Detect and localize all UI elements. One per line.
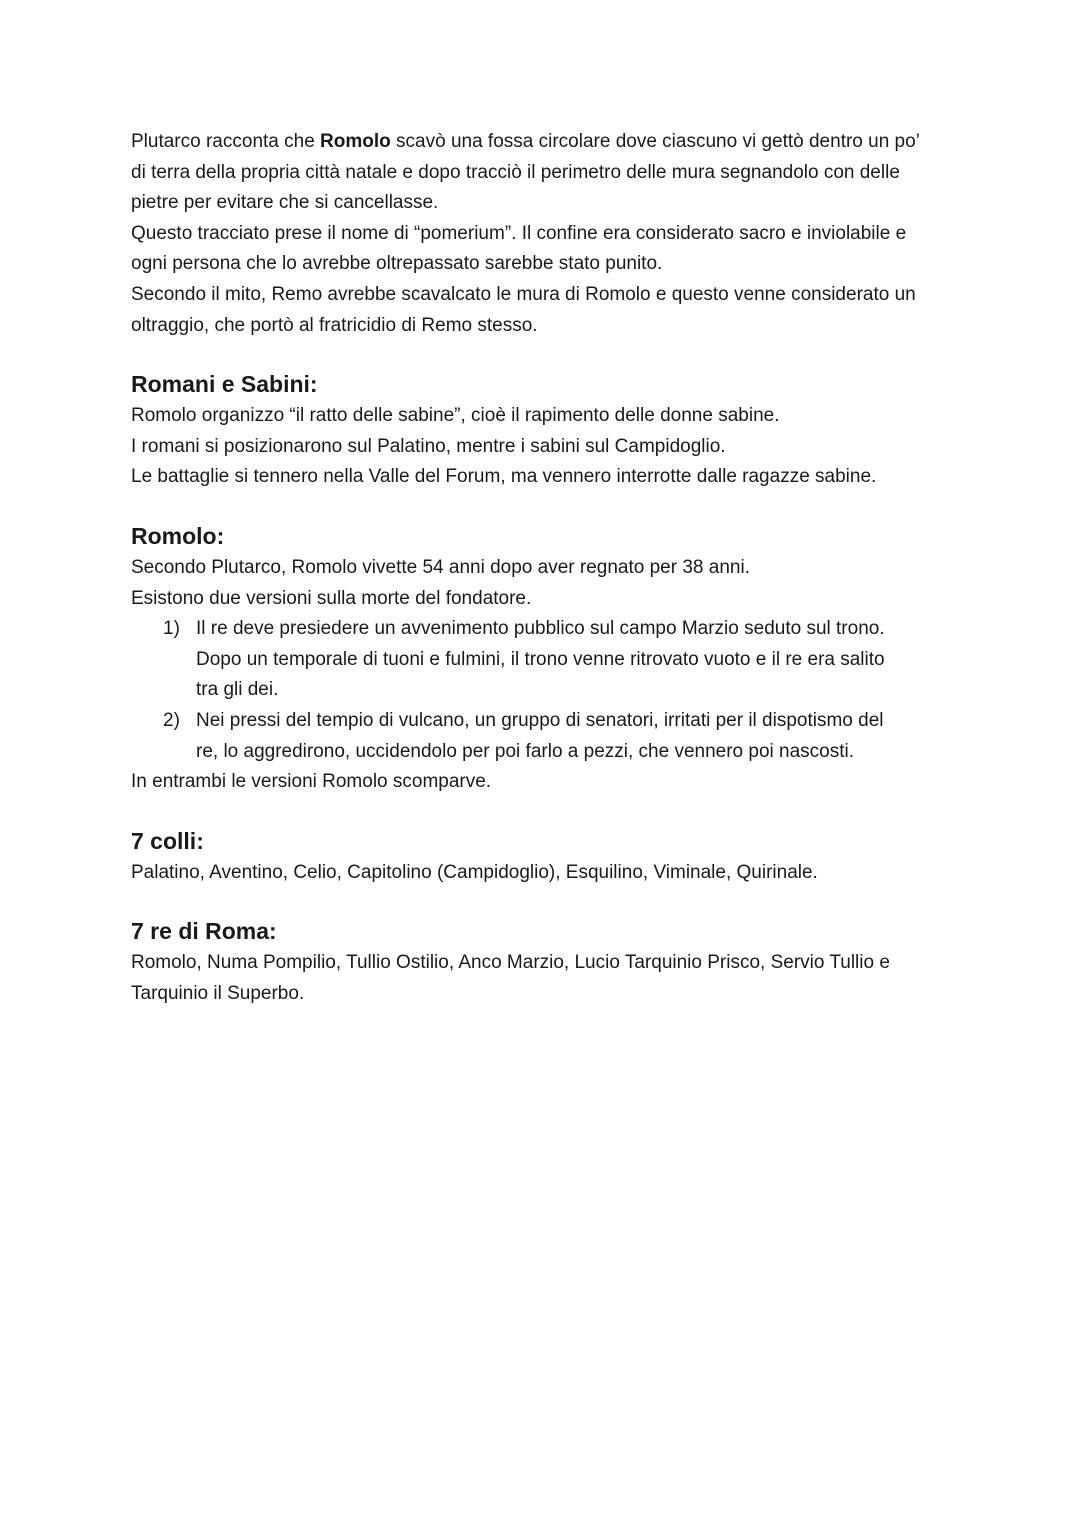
list-item-line: tra gli dei. <box>196 679 279 701</box>
paragraph-line: Esistono due versioni sulla morte del fondatore. <box>131 587 532 609</box>
document-page <box>131 127 961 1009</box>
text-run: Plutarco racconta che <box>131 131 321 152</box>
numbered-list <box>131 614 961 767</box>
section-heading: 7 colli: <box>131 827 204 854</box>
section-heading: 7 re di Roma: <box>131 918 277 945</box>
list-number: 2) <box>163 709 180 731</box>
list-item-line: re, lo aggredirono, uccidendolo per poi farlo a pezzi, che vennero poi nascosti. <box>196 740 855 762</box>
list-item-line: Dopo un temporale di tuoni e fulmini, il trono venne ritrovato vuoto e il re era salito <box>196 648 885 670</box>
paragraph-line: Tarquinio il Superbo. <box>131 982 305 1004</box>
paragraph-line: In entrambi le versioni Romolo scomparve. <box>131 771 492 793</box>
paragraph-line: Romolo, Numa Pompilio, Tullio Ostilio, Anco Marzio, Lucio Tarquinio Prisco, Servio Tullio e <box>131 952 890 974</box>
paragraph-line: Romolo organizzo “il ratto delle sabine”, cioè il rapimento delle donne sabine. <box>131 405 780 427</box>
list-item-line: Il re deve presiedere un avvenimento pubblico sul campo Marzio seduto sul trono. <box>196 618 885 640</box>
paragraph-line: di terra della propria città natale e dopo tracciò il perimetro delle mura segnandolo con delle <box>131 161 900 183</box>
paragraph-line: Palatino, Aventino, Celio, Capitolino (Campidoglio), Esquilino, Viminale, Quirinale. <box>131 861 818 883</box>
sabini-section <box>131 367 961 493</box>
list-item <box>131 706 961 767</box>
paragraph-line: I romani si posizionarono sul Palatino, mentre i sabini sul Campidoglio. <box>131 435 726 457</box>
re-section <box>131 914 961 1009</box>
paragraph-line: Secondo Plutarco, Romolo vivette 54 anni dopo aver regnato per 38 anni. <box>131 556 750 578</box>
section-heading: Romani e Sabini: <box>131 371 318 398</box>
list-number: 1) <box>163 618 180 640</box>
colli-section <box>131 824 961 889</box>
paragraph-line: Secondo il mito, Remo avrebbe scavalcato le mura di Romolo e questo venne considerato un <box>131 283 916 305</box>
intro-section <box>131 127 961 341</box>
paragraph-line: Le battaglie si tennero nella Valle del Forum, ma vennero interrotte dalle ragazze sabine. <box>131 466 877 488</box>
paragraph-line <box>131 127 961 158</box>
paragraph-line: oltraggio, che portò al fratricidio di Remo stesso. <box>131 314 538 336</box>
romolo-section <box>131 519 961 798</box>
paragraph-line: Questo tracciato prese il nome di “pomerium”. Il confine era considerato sacro e inviolabile e <box>131 222 907 244</box>
paragraph-line: ogni persona che lo avrebbe oltrepassato sarebbe stato punito. <box>131 253 663 275</box>
list-item-line: Nei pressi del tempio di vulcano, un gruppo di senatori, irritati per il dispotismo del <box>196 709 884 731</box>
section-heading: Romolo: <box>131 522 225 549</box>
paragraph-line: pietre per evitare che si cancellasse. <box>131 192 439 214</box>
bold-text: Romolo <box>320 131 391 152</box>
list-item <box>131 614 961 706</box>
text-run: scavò una fossa circolare dove ciascuno vi gettò dentro un po’ <box>390 131 920 152</box>
